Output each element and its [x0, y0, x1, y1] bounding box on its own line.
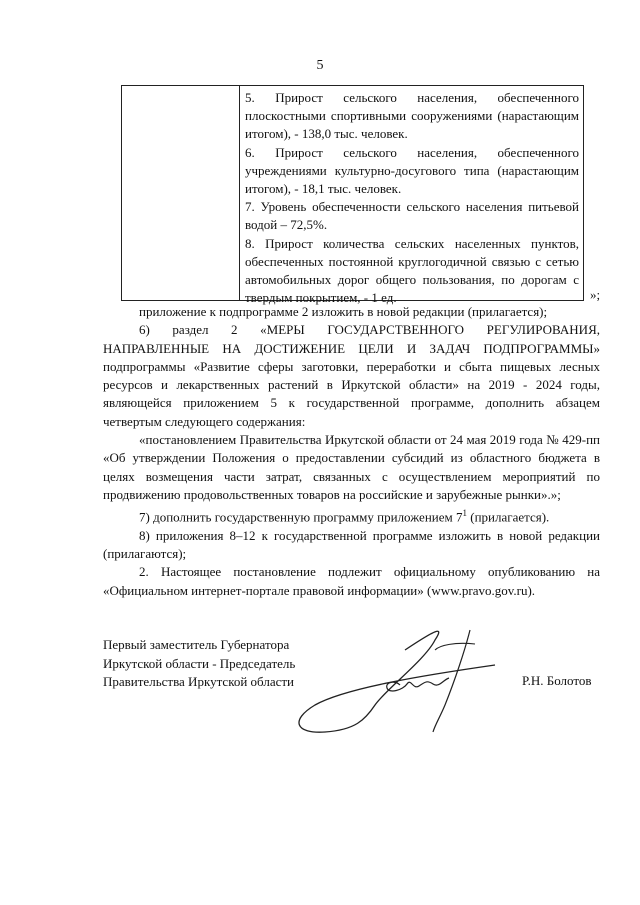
table-cell-indicators	[245, 89, 579, 307]
paragraph-item-8: 8) приложения 8–12 к государственной программе изложить в новой редакции (прилагаются);	[103, 527, 600, 562]
paragraph-item-7	[103, 504, 600, 527]
indicator-item: 6. Прирост сельского населения, обеспеченного учреждениями культурно-досугового типа (нарастающим итогом), - 18,1 тыс. человек.	[245, 144, 579, 197]
paragraph-item-6: 6) раздел 2 «МЕРЫ ГОСУДАРСТВЕННОГО РЕГУЛИРОВАНИЯ, НАПРАВЛЕННЫЕ НА ДОСТИЖЕНИЕ ЦЕЛИ И ЗАДАЧ ПОДПРОГРАММЫ» подпрограммы «Развитие сферы заготовки, переработки и сбыта пищевых лесных ресурсов и лекарственных растений в Иркутской области» на 2019 - 2024 годы, являющейся приложением 5 к государственной программе, дополнить абзацем четвертым следующего содержания:	[103, 322, 600, 429]
closing-quote: »;	[590, 287, 601, 302]
item-7-tail: (прилагается).	[466, 509, 550, 525]
signatory-position-line-3: Правительства Иркутской области	[103, 674, 295, 689]
signatory-position-line-1: Первый заместитель Губернатора	[103, 637, 290, 652]
paragraph-quote: «постановлением Правительства Иркутской области от 24 мая 2019 года № 429-пп «Об утверждении Положения о предоставлении субсидий из областного бюджета в целях возмещения части затрат, связанных с осуществлением мероприятий по продвижению продовольственных товаров на российские и зарубежные рынки».»;	[103, 432, 600, 502]
body-text	[103, 303, 600, 600]
indicator-item: 7. Уровень обеспеченности сельского населения питьевой водой – 72,5%.	[245, 199, 579, 233]
indicator-item: 5. Прирост сельского населения, обеспеченного плоскостными спортивными сооружениями (нарастающим итогом), - 138,0 тыс. человек.	[245, 90, 579, 142]
signatory-position-line-2: Иркутской области - Председатель	[103, 655, 296, 671]
table-column-divider	[239, 86, 240, 300]
signatory-name: Р.Н. Болотов	[522, 673, 592, 688]
page-number: 5	[316, 58, 324, 73]
item-7-text: 7) дополнить государственную программу приложением 7	[139, 509, 463, 525]
indicator-item: 8. Прирост количества сельских населенных пунктов, обеспеченных постоянной круглогодичной связью с сетью автомобильных дорог общего пользования, по дорогам с твердым покрытием, - 1 ед.	[245, 235, 579, 306]
paragraph-publication: 2. Настоящее постановление подлежит официальному опубликованию на «Официальном интернет-портале правовой информации» (www.pravo.gov.ru).	[103, 564, 600, 598]
paragraph-appendix: приложение к подпрограмме 2 изложить в новой редакции (прилагается);	[139, 304, 548, 319]
indicators-table	[121, 85, 584, 306]
handwritten-signature	[285, 620, 505, 740]
item-7-superscript: 1	[462, 508, 467, 519]
